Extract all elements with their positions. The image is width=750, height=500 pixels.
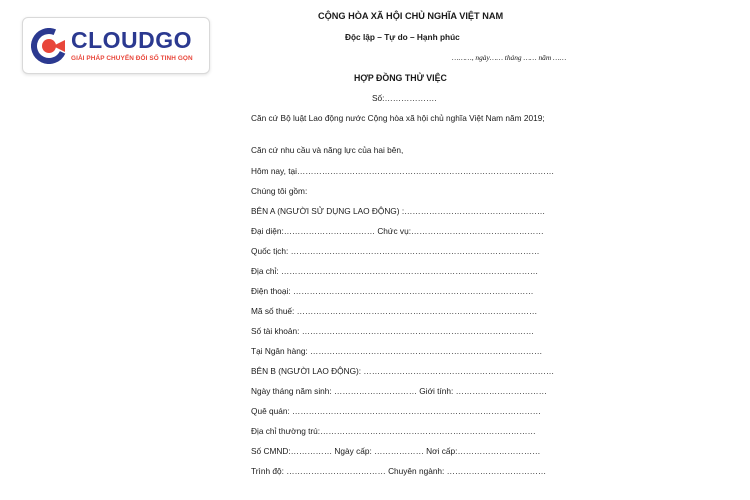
field-line: BÊN B (NGƯỜI LAO ĐỘNG): …………………………………………………………… — [251, 366, 555, 376]
date-line: ………, ngày…… tháng …… năm …… — [452, 53, 567, 62]
field-line: Chúng tôi gồm: — [251, 186, 308, 196]
field-line: Hôm nay, tại………………………………………………………………………………… — [251, 166, 555, 176]
field-line: Đại diện:…………………………… Chức vụ:………………………………………… — [251, 226, 544, 236]
field-line: Địa chỉ thường trú:…………………………………………………………………… — [251, 426, 536, 436]
field-line: Mã số thuế: …………………………………………………………………………… — [251, 306, 538, 316]
field-line: Điện thoại: …………………………………………………………………………… — [251, 286, 534, 296]
field-line: Tại Ngân hàng: ………………………………………………………………………… — [251, 346, 543, 356]
logo-tagline: GIẢI PHÁP CHUYỂN ĐỔI SỐ TINH GỌN — [71, 55, 193, 62]
field-line: BÊN A (NGƯỜI SỬ DỤNG LAO ĐỘNG) :…………………………………………… — [251, 206, 546, 216]
field-line: Số CMND:…………… Ngày cấp: ……………… Nơi cấp:………………………… — [251, 446, 541, 456]
contract-number: Số:………………. — [372, 93, 437, 103]
cloudgo-logo-icon — [31, 28, 67, 64]
field-line: Số tài khoản: ………………………………………………………………………… — [251, 326, 535, 336]
logo-wordmark: CLOUDGO — [71, 27, 193, 53]
motto: Độc lập – Tự do – Hạnh phúc — [345, 32, 460, 42]
field-line: Quốc tịch: ……………………………………………………………………………… — [251, 246, 540, 256]
field-line: Quê quán: ……………………………………………………………………………… — [251, 406, 541, 416]
field-line: Địa chỉ: ………………………………………………………………………………… — [251, 266, 539, 276]
country-header: CỘNG HÒA XÃ HỘI CHỦ NGHĨA VIỆT NAM — [318, 11, 504, 21]
field-line: Ngày tháng năm sinh: ………………………… Giới tính: …………………………… — [251, 386, 547, 396]
basis-need: Căn cứ nhu cầu và năng lực của hai bên, — [251, 145, 404, 155]
basis-law: Căn cứ Bộ luật Lao động nước Cộng hòa xã hội chủ nghĩa Việt Nam năm 2019; — [251, 113, 545, 123]
cloudgo-logo — [22, 17, 210, 74]
contract-title: HỢP ĐỒNG THỬ VIỆC — [354, 73, 447, 83]
field-line: Trình độ: ……………………………… Chuyên ngành: ……………………………… — [251, 466, 547, 476]
